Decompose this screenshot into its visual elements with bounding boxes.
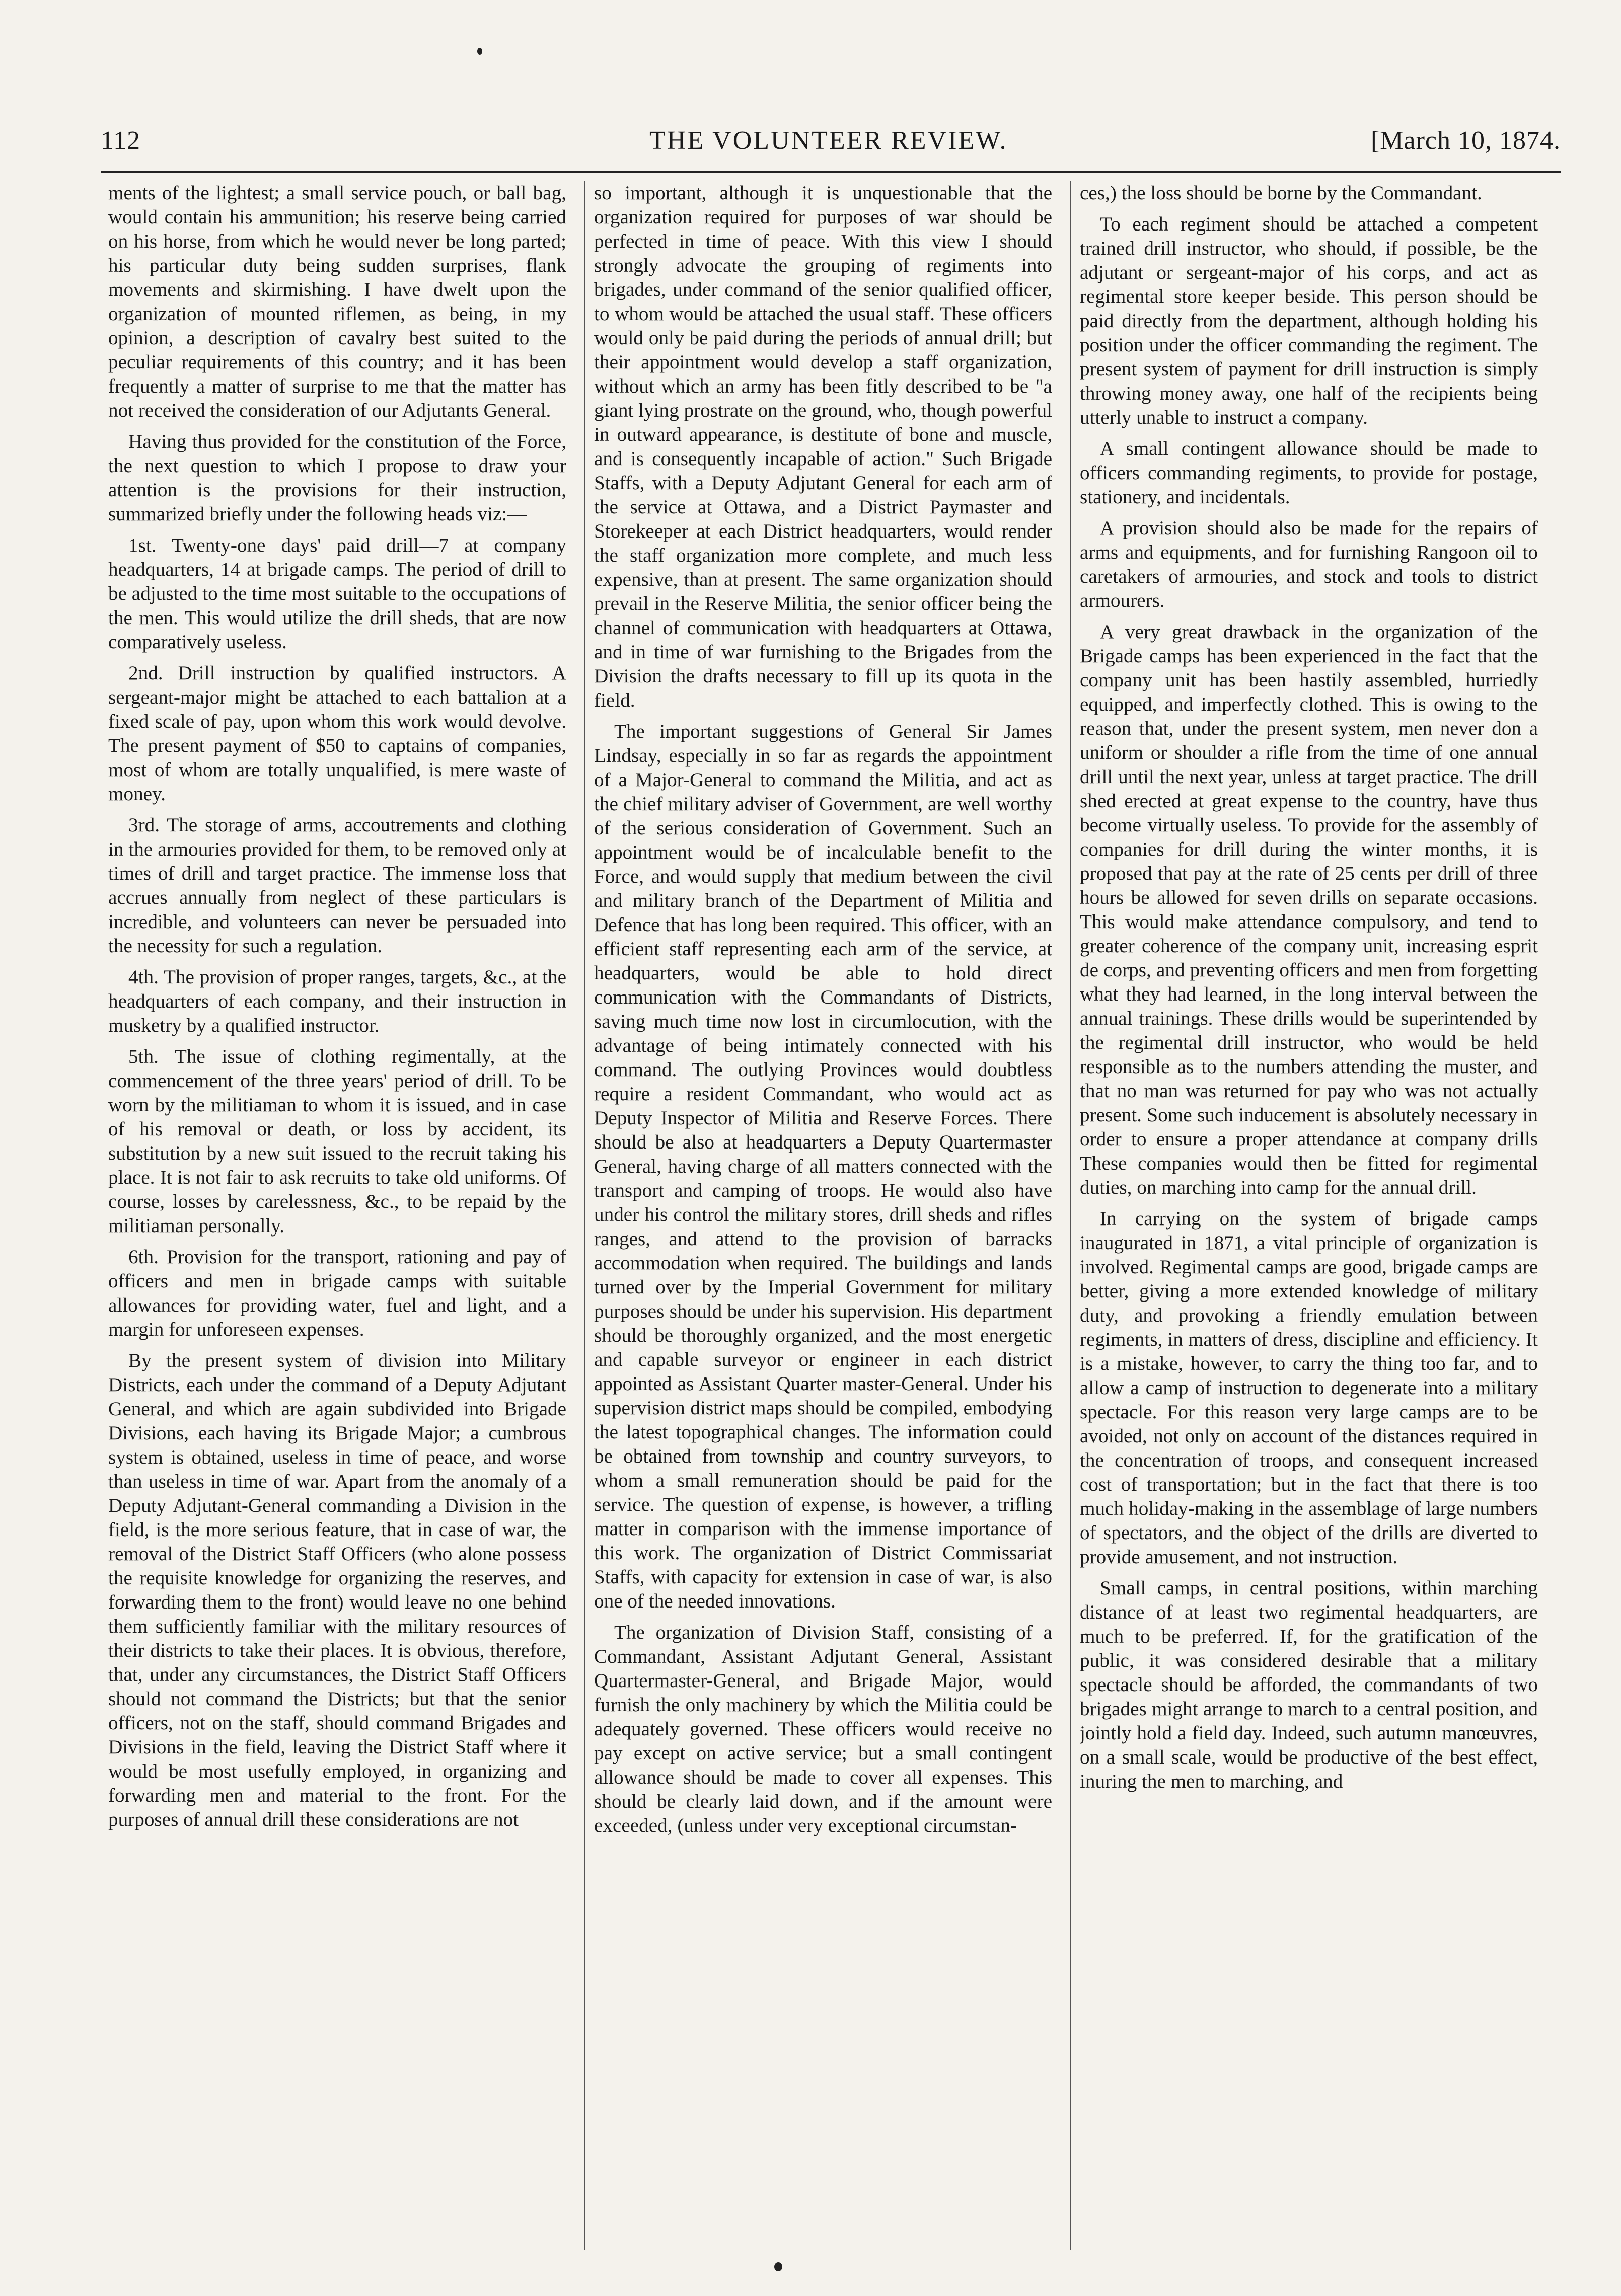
paragraph: 6th. Provision for the transport, rationing and pay of officers and men in brigade camps with suitable allowances for providing water, fuel and light, and a margin for unforeseen expenses.: [108, 1246, 566, 1340]
column-divider: [584, 181, 585, 2250]
paragraph: By the present system of division into Military Districts, each under the command of a Deputy Adjutant General, and which are again subdivided into Brigade Divisions, each having its Brigade Major; a cumbrous system is obtained, useless in time of peace, and worse than useless in time of war. Apart from the anomaly of a Deputy Adjutant-General commanding a Division in the field, is the more serious feature, that in case of war, the removal of the District Staff Officers (who alone possess the requisite knowledge for organizing the reserves, and forwarding them to the front) would leave no one behind them sufficiently familiar with the military resources of their districts to take their places. It is obvious, therefore, that, under any circumstances, the District Staff Officers should not command the Districts; but that the senior officers, not on the staff, should command Brigades and Divisions in the field, leaving the District Staff where it would be most usefully employed, in organizing and forwarding men and material to the front. For the purposes of annual drill these considerations are not: [108, 1350, 566, 1830]
paragraph: 5th. The issue of clothing regimentally, at the commencement of the three years' period of drill. To be worn by the militiaman to whom it is issued, and in case of his removal or death, or loss by accident, its substitution by a new suit issued to the recruit taking his place. It is not fair to ask recruits to take old uniforms. Of course, losses by carelessness, &c., to be repaid by the militiaman personally.: [108, 1046, 566, 1237]
paragraph: so important, although it is unquestionable that the organization required for purposes of war should be perfected in time of peace. With this view I should strongly advocate the grouping of regiments into brigades, under command of the senior qualified officer, to whom would be attached the usual staff. These officers would only be paid during the periods of annual drill; but their appointment would develop a staff organization, without which an army has been fitly described to be "a giant lying prostrate on the ground, who, though powerful in outward appearance, is destitute of bone and muscle, and is consequently incapable of action." Such Brigade Staffs, with a Deputy Adjutant General for each arm of the service at Ottawa, and a District Paymaster and Storekeeper at each District headquarters, would render the staff organization more complete, and much less expensive, than at present. The same organization should prevail in the Reserve Militia, the senior officer being the channel of communication with headquarters at Ottawa, and in time of war furnishing to the Brigades from the Division the drafts necessary to fill up its quota in the field.: [594, 182, 1052, 711]
ink-speck: [774, 2262, 782, 2271]
header-rule: [101, 171, 1561, 173]
text-column-3: [1080, 181, 1538, 2250]
paragraph: A very great drawback in the organization of the Brigade camps has been experienced in the fact that the company unit has been hastily assembled, hurriedly equipped, and imperfectly clothed. This is owing to the reason that, under the present system, men never don a uniform or shoulder a rifle from the time of one annual drill until the next year, unless at target practice. The drill shed erected at great expense to the country, have thus become virtually useless. To provide for the assembly of companies for drill during the winter months, it is proposed that pay at the rate of 25 cents per drill of three hours be allowed for seven drills on separate occasions. This would make attendance compulsory, and tend to greater coherence of the company unit, increasing esprit de corps, and preventing officers and men from forgetting what they had learned, in the long interval between the annual trainings. These drills would be superintended by the regimental drill instructor, who would be held responsible as to the numbers attending the muster, and that no man was returned for pay who was not actually present. Some such inducement is absolutely necessary in order to ensure a proper attendance at company drills These companies would then be fitted for regimental duties, on marching into camp for the annual drill.: [1080, 621, 1538, 1198]
paragraph: ments of the lightest; a small service pouch, or ball bag, would contain his ammunition; his reserve being carried on his horse, from which he would never be long parted; his particular duty being sudden surprises, flank movements and skirmishing. I have dwelt upon the organization of mounted riflemen, as being, in my opinion, a description of cavalry best suited to the peculiar requirements of this country; and it has been frequently a matter of surprise to me that the matter has not received the consideration of our Adjutants General.: [108, 182, 566, 421]
paragraph: 3rd. The storage of arms, accoutrements and clothing in the armouries provided for them, to be removed only at times of drill and target practice. The immense loss that accrues annually from neglect of these particulars is incredible, and volunteers can never be persuaded into the necessity for such a regulation.: [108, 814, 566, 957]
text-column-2: [594, 181, 1052, 2250]
paragraph: The organization of Division Staff, consisting of a Commandant, Assistant Adjutant General, Assistant Quartermaster-General, and Brigade Major, would furnish the only machinery by which the Militia could be adequately governed. These officers would receive no pay except on active service; but a small contingent allowance should be made to cover all expenses. This should be clearly laid down, and if the amount were exceeded, (unless under very exceptional circumstan-: [594, 1622, 1052, 1836]
paragraph: Having thus provided for the constitution of the Force, the next question to which I propose to draw your attention is the provisions for their instruction, summarized briefly under the following heads viz:—: [108, 431, 566, 525]
paragraph: ces,) the loss should be borne by the Commandant.: [1080, 182, 1482, 204]
paragraph: A provision should also be made for the repairs of arms and equipments, and for furnishing Rangoon oil to caretakers of armouries, and stock and tools to district armourers.: [1080, 517, 1538, 611]
paragraph: 4th. The provision of proper ranges, targets, &c., at the headquarters of each company, and their instruction in musketry by a qualified instructor.: [108, 966, 566, 1036]
paragraph: 2nd. Drill instruction by qualified instructors. A sergeant-major might be attached to each battalion at a fixed scale of pay, upon whom this work would devolve. The present payment of $50 to captains of companies, most of whom are totally unqualified, is mere waste of money.: [108, 662, 566, 805]
text-column-1: [108, 181, 566, 2250]
ink-speck: [477, 48, 482, 55]
paragraph: In carrying on the system of brigade camps inaugurated in 1871, a vital principle of organization is involved. Regimental camps are good, brigade camps are better, giving a more extended knowledge of military duty, and provoking a friendly emulation between regiments, in matters of dress, discipline and efficiency. It is a mistake, however, to carry the thing too far, and to allow a camp of instruction to degenerate into a military spectacle. For this reason very large camps are to be avoided, not only on account of the distances required in the concentration of troops, and consequent increased cost of transportation; but in the fact that there is too much holiday-making in the assemblage of large numbers of spectators, and the object of the drills are diverted to provide amusement, and not instruction.: [1080, 1208, 1538, 1568]
column-divider: [1070, 181, 1071, 2250]
paragraph: 1st. Twenty-one days' paid drill—7 at company headquarters, 14 at brigade camps. The period of drill to be adjusted to the time most suitable to the occupations of the men. This would utilize the drill sheds, that are now comparatively useless.: [108, 534, 566, 653]
issue-date: [March 10, 1874.: [1370, 126, 1561, 155]
paragraph: The important suggestions of General Sir James Lindsay, especially in so far as regards the appointment of a Major-General to command the Militia, and act as the chief military adviser of Government, are well worthy of the serious consideration of Government. Such an appointment would be of incalculable benefit to the Force, and would supply that medium between the civil and military branch of the Department of Militia and Defence that has long been required. This officer, with an efficient staff representing each arm of the service, at headquarters, would be able to hold direct communication with the Commandants of Districts, saving much time now lost in circumlocution, with the advantage of being intimately connected with his command. The outlying Provinces would doubtless require a resident Commandant, who would act as Deputy Inspector of Militia and Reserve Forces. There should be also at headquarters a Deputy Quartermaster General, having charge of all matters connected with the transport and camping of troops. He would also have under his control the military stores, drill sheds and rifles ranges, and attend to the provision of barracks accommodation when required. The buildings and lands turned over by the Imperial Government for military purposes should be under his supervision. His department should be thoroughly organized, and the most energetic and capable surveyor or engineer in each district appointed as Assistant Quarter master-General. Under his supervision district maps should be compiled, embodying the latest topographical changes. The information could be obtained from township and country surveyors, to whom a small remuneration should be paid for the service. The question of expense, is however, a trifling matter in comparison with the immense importance of this work. The organization of District Commissariat Staffs, with capacity for extension in case of war, is also one of the needed innovations.: [594, 721, 1052, 1612]
page-number: 112: [101, 126, 141, 155]
publication-title: THE VOLUNTEER REVIEW.: [649, 126, 1008, 155]
paragraph: Small camps, in central positions, within marching distance of at least two regimental headquarters, are much to be preferred. If, for the gratification of the public, it was considered desirable that a military spectacle should be afforded, the commandants of two brigades might arrange to march to a central position, and jointly hold a field day. Indeed, such autumn manœuvres, on a small scale, would be productive of the best effect, inuring the men to marching, and: [1080, 1577, 1538, 1792]
paragraph: To each regiment should be attached a competent trained drill instructor, who should, if possible, be the adjutant or sergeant-major of his corps, and act as regimental store keeper beside. This person should be paid directly from the department, although holding his position under the officer commanding the regiment. The present system of payment for drill instruction is simply throwing money away, one half of the recipients being utterly unable to instruct a company.: [1080, 213, 1538, 428]
paragraph: A small contingent allowance should be made to officers commanding regiments, to provide for postage, stationery, and incidentals.: [1080, 438, 1538, 508]
page-header: [101, 126, 1561, 166]
